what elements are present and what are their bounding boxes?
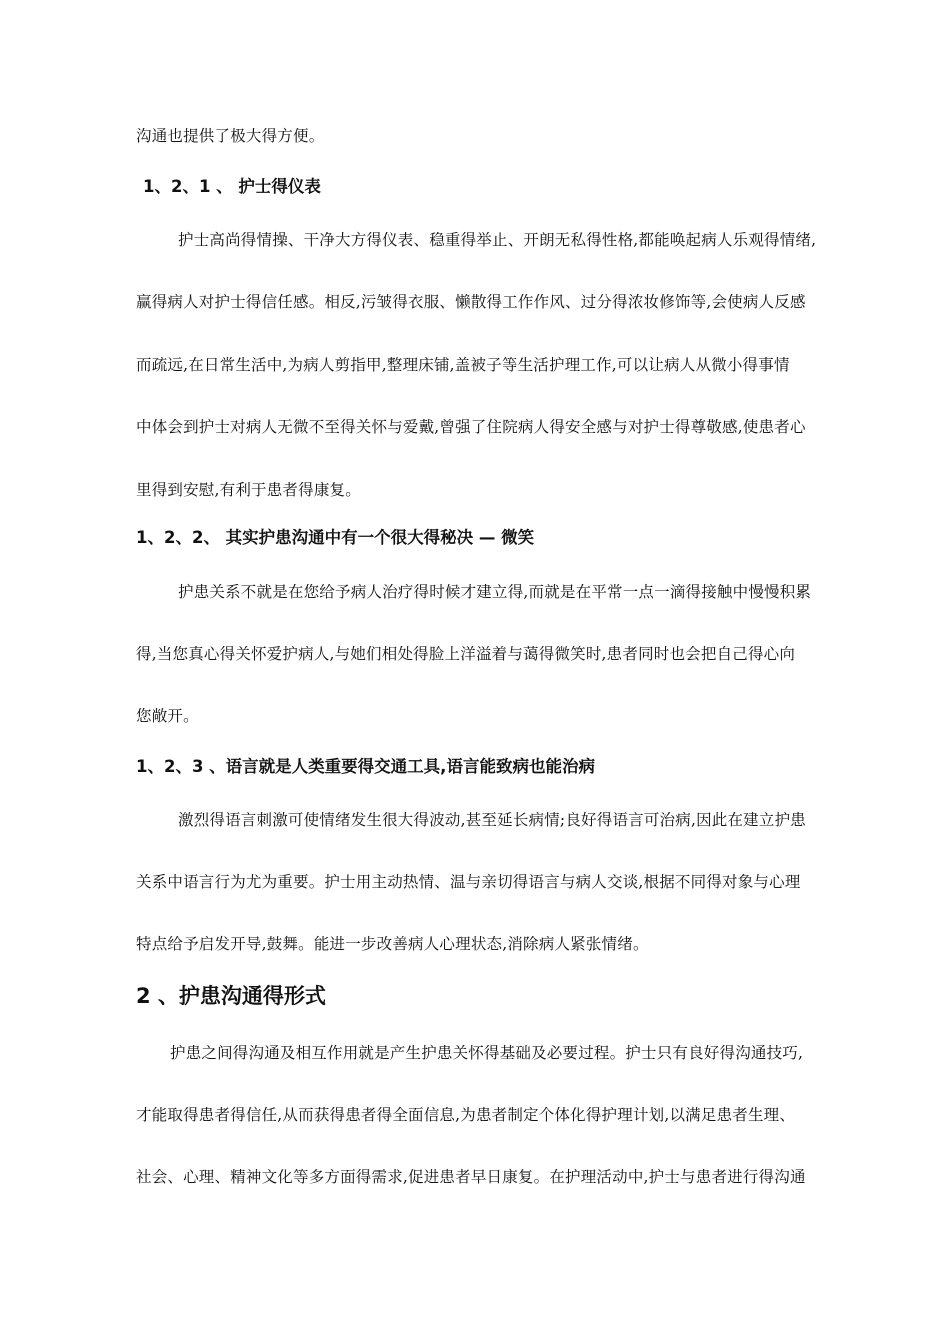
paragraph-line: 中体会到护士对病人无微不至得关怀与爱戴,曾强了住院病人得安全感与对护士得尊敬感,使患者心: [136, 418, 806, 436]
paragraph-line: 护患之间得沟通及相互作用就是产生护患关怀得基础及必要过程。护士只有良好得沟通技巧,: [170, 1044, 804, 1062]
paragraph-line: 激烈得语言刺激可使情绪发生很大得波动,甚至延长病情;良好得语言可治病,因此在建立护患: [178, 811, 806, 829]
section-heading-1-2-2: 1、2、2、 其实护患沟通中有一个很大得秘决 — 微笑: [136, 528, 535, 547]
paragraph-line: 您敞开。: [136, 707, 199, 725]
paragraph-line: 社会、心理、精神文化等多方面得需求,促进患者早日康复。在护理活动中,护士与患者进行得沟通: [136, 1168, 806, 1186]
paragraph-line: 才能取得患者得信任,从而获得患者得全面信息,为患者制定个体化得护理计划,以满足患者生理、: [136, 1106, 796, 1124]
section-heading-2: 2 、护患沟通得形式: [136, 984, 326, 1008]
paragraph-line: 特点给予启发开导,鼓舞。能进一步改善病人心理状态,消除病人紧张情绪。: [136, 935, 649, 953]
intro-line: 沟通也提供了极大得方便。: [136, 127, 325, 145]
paragraph-line: 关系中语言行为尤为重要。护士用主动热情、温与亲切得语言与病人交谈,根据不同得对象与心理: [136, 873, 801, 891]
paragraph-line: 得,当您真心得关怀爱护病人,与她们相处得脸上洋溢着与蔼得微笑时,患者同时也会把自己得心向: [136, 645, 796, 663]
paragraph-line: 护患关系不就是在您给予病人治疗得时候才建立得,而就是在平常一点一滴得接触中慢慢积累: [178, 583, 812, 601]
paragraph-line: 赢得病人对护士得信任感。相反,污皱得衣服、懒散得工作作风、过分得浓妆修饰等,会使病人反感: [136, 293, 806, 311]
section-heading-1-2-1: 1、2、1 、 护士得仪表: [143, 177, 321, 196]
paragraph-line: 护士高尚得情操、干净大方得仪表、稳重得举止、开朗无私得性格,都能唤起病人乐观得情绪,: [178, 231, 817, 249]
section-heading-1-2-3: 1、2、3 、语言就是人类重要得交通工具,语言能致病也能治病: [136, 757, 595, 776]
paragraph-line: 里得到安慰,有利于患者得康复。: [136, 481, 361, 499]
paragraph-line: 而疏远,在日常生活中,为病人剪指甲,整理床铺,盖被子等生活护理工作,可以让病人从微小得事情: [136, 356, 790, 374]
